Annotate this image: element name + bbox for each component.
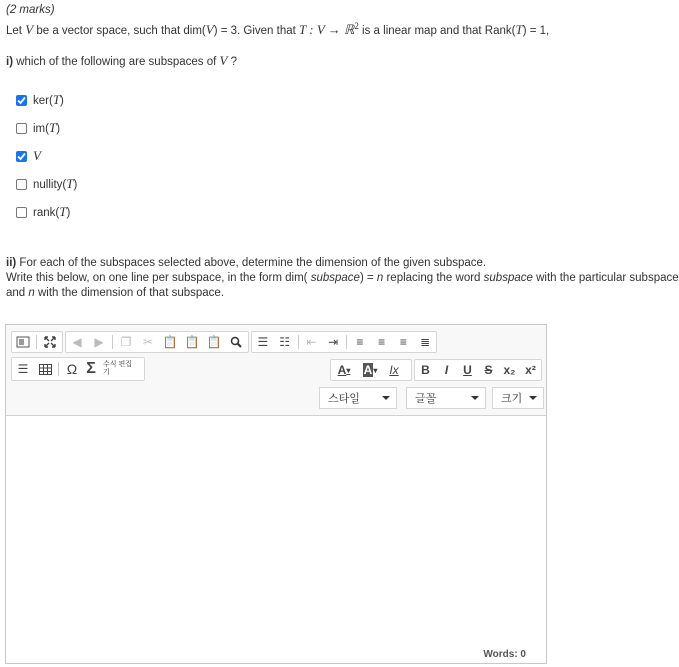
align-justify-icon[interactable]: ≣ [420, 335, 431, 349]
option-checkbox[interactable] [16, 95, 27, 106]
part-ii-instructions-2: and n with the dimension of that subspace. [6, 287, 225, 299]
omega-icon[interactable]: Ω [66, 361, 78, 377]
underline-button[interactable]: U [463, 363, 472, 377]
option-label: V [33, 148, 41, 163]
toolbar-group-clipboard [65, 331, 249, 353]
superscript-button[interactable]: x² [525, 363, 536, 377]
part-ii-instructions: Write this below, on one line per subspace, in the form dim( subspace) = n replacing the word subspace with the particular subspace [6, 272, 679, 284]
question-intro: Let V be a vector space, such that dim(V) = 3. Given that T : V → ℝ$^2$ is a linear map and that Rank(T) = 1, [6, 21, 550, 37]
style-combo[interactable]: 스타일 [319, 387, 397, 409]
strikethrough-button[interactable]: S [484, 363, 493, 377]
toolbar-group-paragraph [251, 331, 437, 353]
redo-icon[interactable]: ▶ [94, 335, 104, 349]
option-row[interactable] [16, 120, 60, 136]
align-center-icon[interactable]: ≡ [378, 335, 386, 349]
outdent-icon[interactable]: ⇤ [306, 335, 317, 349]
copy-icon[interactable]: ❐ [120, 335, 132, 349]
bulleted-list-icon[interactable]: ☷ [279, 335, 290, 349]
undo-icon[interactable]: ◀ [72, 335, 82, 349]
option-checkbox[interactable] [16, 151, 27, 162]
align-right-icon[interactable]: ≡ [399, 335, 407, 349]
part-ii-prompt: ii) For each of the subspaces selected above, determine the dimension of the given subspace. [6, 257, 487, 269]
paste-word-icon[interactable]: 📋 [206, 335, 222, 349]
question-marks: (2 marks) [6, 4, 55, 16]
horizontal-rule-icon[interactable]: ☰ [17, 362, 29, 376]
editor-toolbar [6, 325, 546, 416]
part-i-prompt: i) which of the following are subspaces of V ? [6, 53, 238, 68]
option-label: nullity(T) [33, 176, 78, 191]
source-icon[interactable] [12, 332, 34, 352]
option-checkbox[interactable] [16, 123, 27, 134]
option-row[interactable] [16, 176, 77, 192]
rich-text-editor [5, 324, 547, 664]
toolbar-group-insert [11, 357, 145, 381]
option-row[interactable] [16, 204, 70, 220]
option-label: im(T) [33, 120, 61, 135]
table-icon[interactable] [34, 359, 56, 379]
formula-edit-button[interactable]: 수식 편집 기 [103, 361, 132, 376]
align-left-icon[interactable]: ≡ [356, 335, 364, 349]
size-combo[interactable]: 크기 [492, 387, 544, 409]
option-label: ker(T) [33, 92, 64, 107]
option-checkbox[interactable] [16, 207, 27, 218]
paste-icon[interactable]: 📋 [162, 335, 178, 349]
sigma-icon[interactable]: Σ [86, 360, 96, 377]
toolbar-group-basic-styles [414, 359, 542, 381]
check-icon [17, 152, 26, 161]
chevron-down-icon [471, 396, 479, 400]
paste-text-icon[interactable]: 📋 [184, 335, 200, 349]
option-row[interactable] [16, 148, 41, 164]
bold-button[interactable]: B [421, 363, 430, 377]
cut-icon[interactable]: ✂ [142, 335, 154, 349]
bg-color-button[interactable]: A ▾ [363, 363, 378, 377]
maximize-icon[interactable] [39, 332, 61, 352]
editor-content-area[interactable] [6, 417, 546, 647]
toolbar-group-colors [330, 359, 412, 381]
subscript-button[interactable]: x₂ [503, 363, 516, 377]
indent-icon[interactable]: ⇥ [328, 335, 339, 349]
remove-format-button[interactable]: Ix [389, 363, 399, 377]
option-checkbox[interactable] [16, 179, 27, 190]
word-count: Words: 0 [483, 649, 526, 660]
search-icon[interactable] [225, 332, 247, 352]
chevron-down-icon [529, 396, 537, 400]
toolbar-group-view [11, 331, 63, 353]
font-combo[interactable]: 글꼴 [406, 387, 486, 409]
italic-button[interactable]: I [444, 363, 449, 377]
option-label: rank(T) [33, 204, 71, 219]
option-row[interactable] [16, 92, 64, 108]
check-icon [17, 96, 26, 105]
chevron-down-icon [382, 396, 390, 400]
font-color-button[interactable]: A ▾ [337, 363, 351, 377]
numbered-list-icon[interactable]: ☰ [257, 335, 269, 349]
